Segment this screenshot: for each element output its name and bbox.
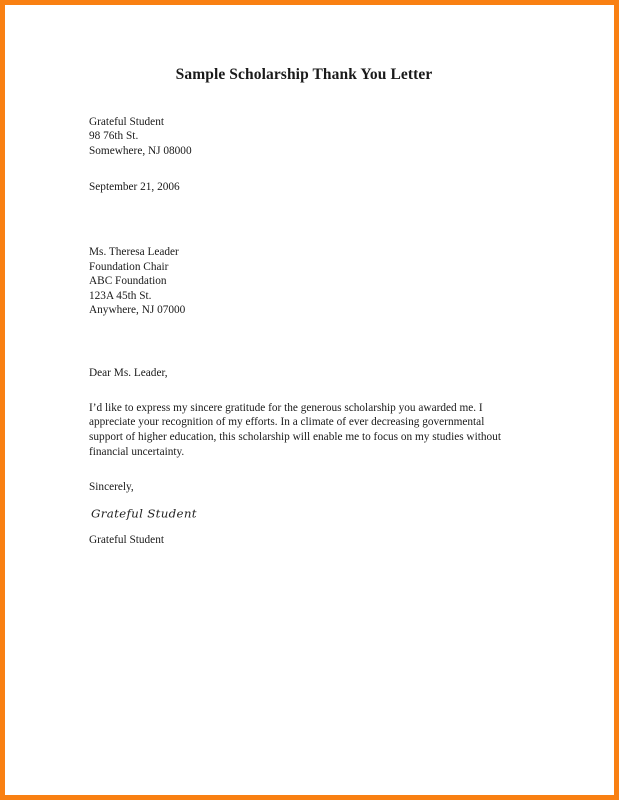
recipient-job-title: Foundation Chair xyxy=(89,260,169,273)
sender-street: 98 76th St. xyxy=(89,130,139,143)
handwritten-signature: Grateful Student xyxy=(91,507,197,521)
recipient-organization: ABC Foundation xyxy=(89,275,167,288)
letter-date: September 21, 2006 xyxy=(89,181,180,194)
page-title: Sample Scholarship Thank You Letter xyxy=(175,66,433,83)
closing: Sincerely, xyxy=(89,480,134,493)
sender-address-block xyxy=(89,115,519,159)
letter-content xyxy=(89,66,519,548)
salutation: Dear Ms. Leader, xyxy=(89,366,168,379)
signature-printed-name: Grateful Student xyxy=(89,534,164,547)
recipient-name: Ms. Theresa Leader xyxy=(89,245,179,258)
sender-city-state-zip: Somewhere, NJ 08000 xyxy=(89,144,192,157)
recipient-address-block xyxy=(89,245,519,318)
recipient-city-state-zip: Anywhere, NJ 07000 xyxy=(89,304,186,317)
salutation-block xyxy=(89,366,519,381)
recipient-street: 123A 45th St. xyxy=(89,289,152,302)
letter-date-block xyxy=(89,180,519,195)
sender-name: Grateful Student xyxy=(89,115,164,128)
letter-body-paragraph: I’d like to express my sincere gratitude for the generous scholarship you awarded me. I appreciate your recognition of my efforts. In a climate of ever decreasing governmental support of higher education, this scholarship will enable me to focus on my studies without financial uncertainty. xyxy=(89,401,501,458)
closing-block xyxy=(89,480,519,495)
